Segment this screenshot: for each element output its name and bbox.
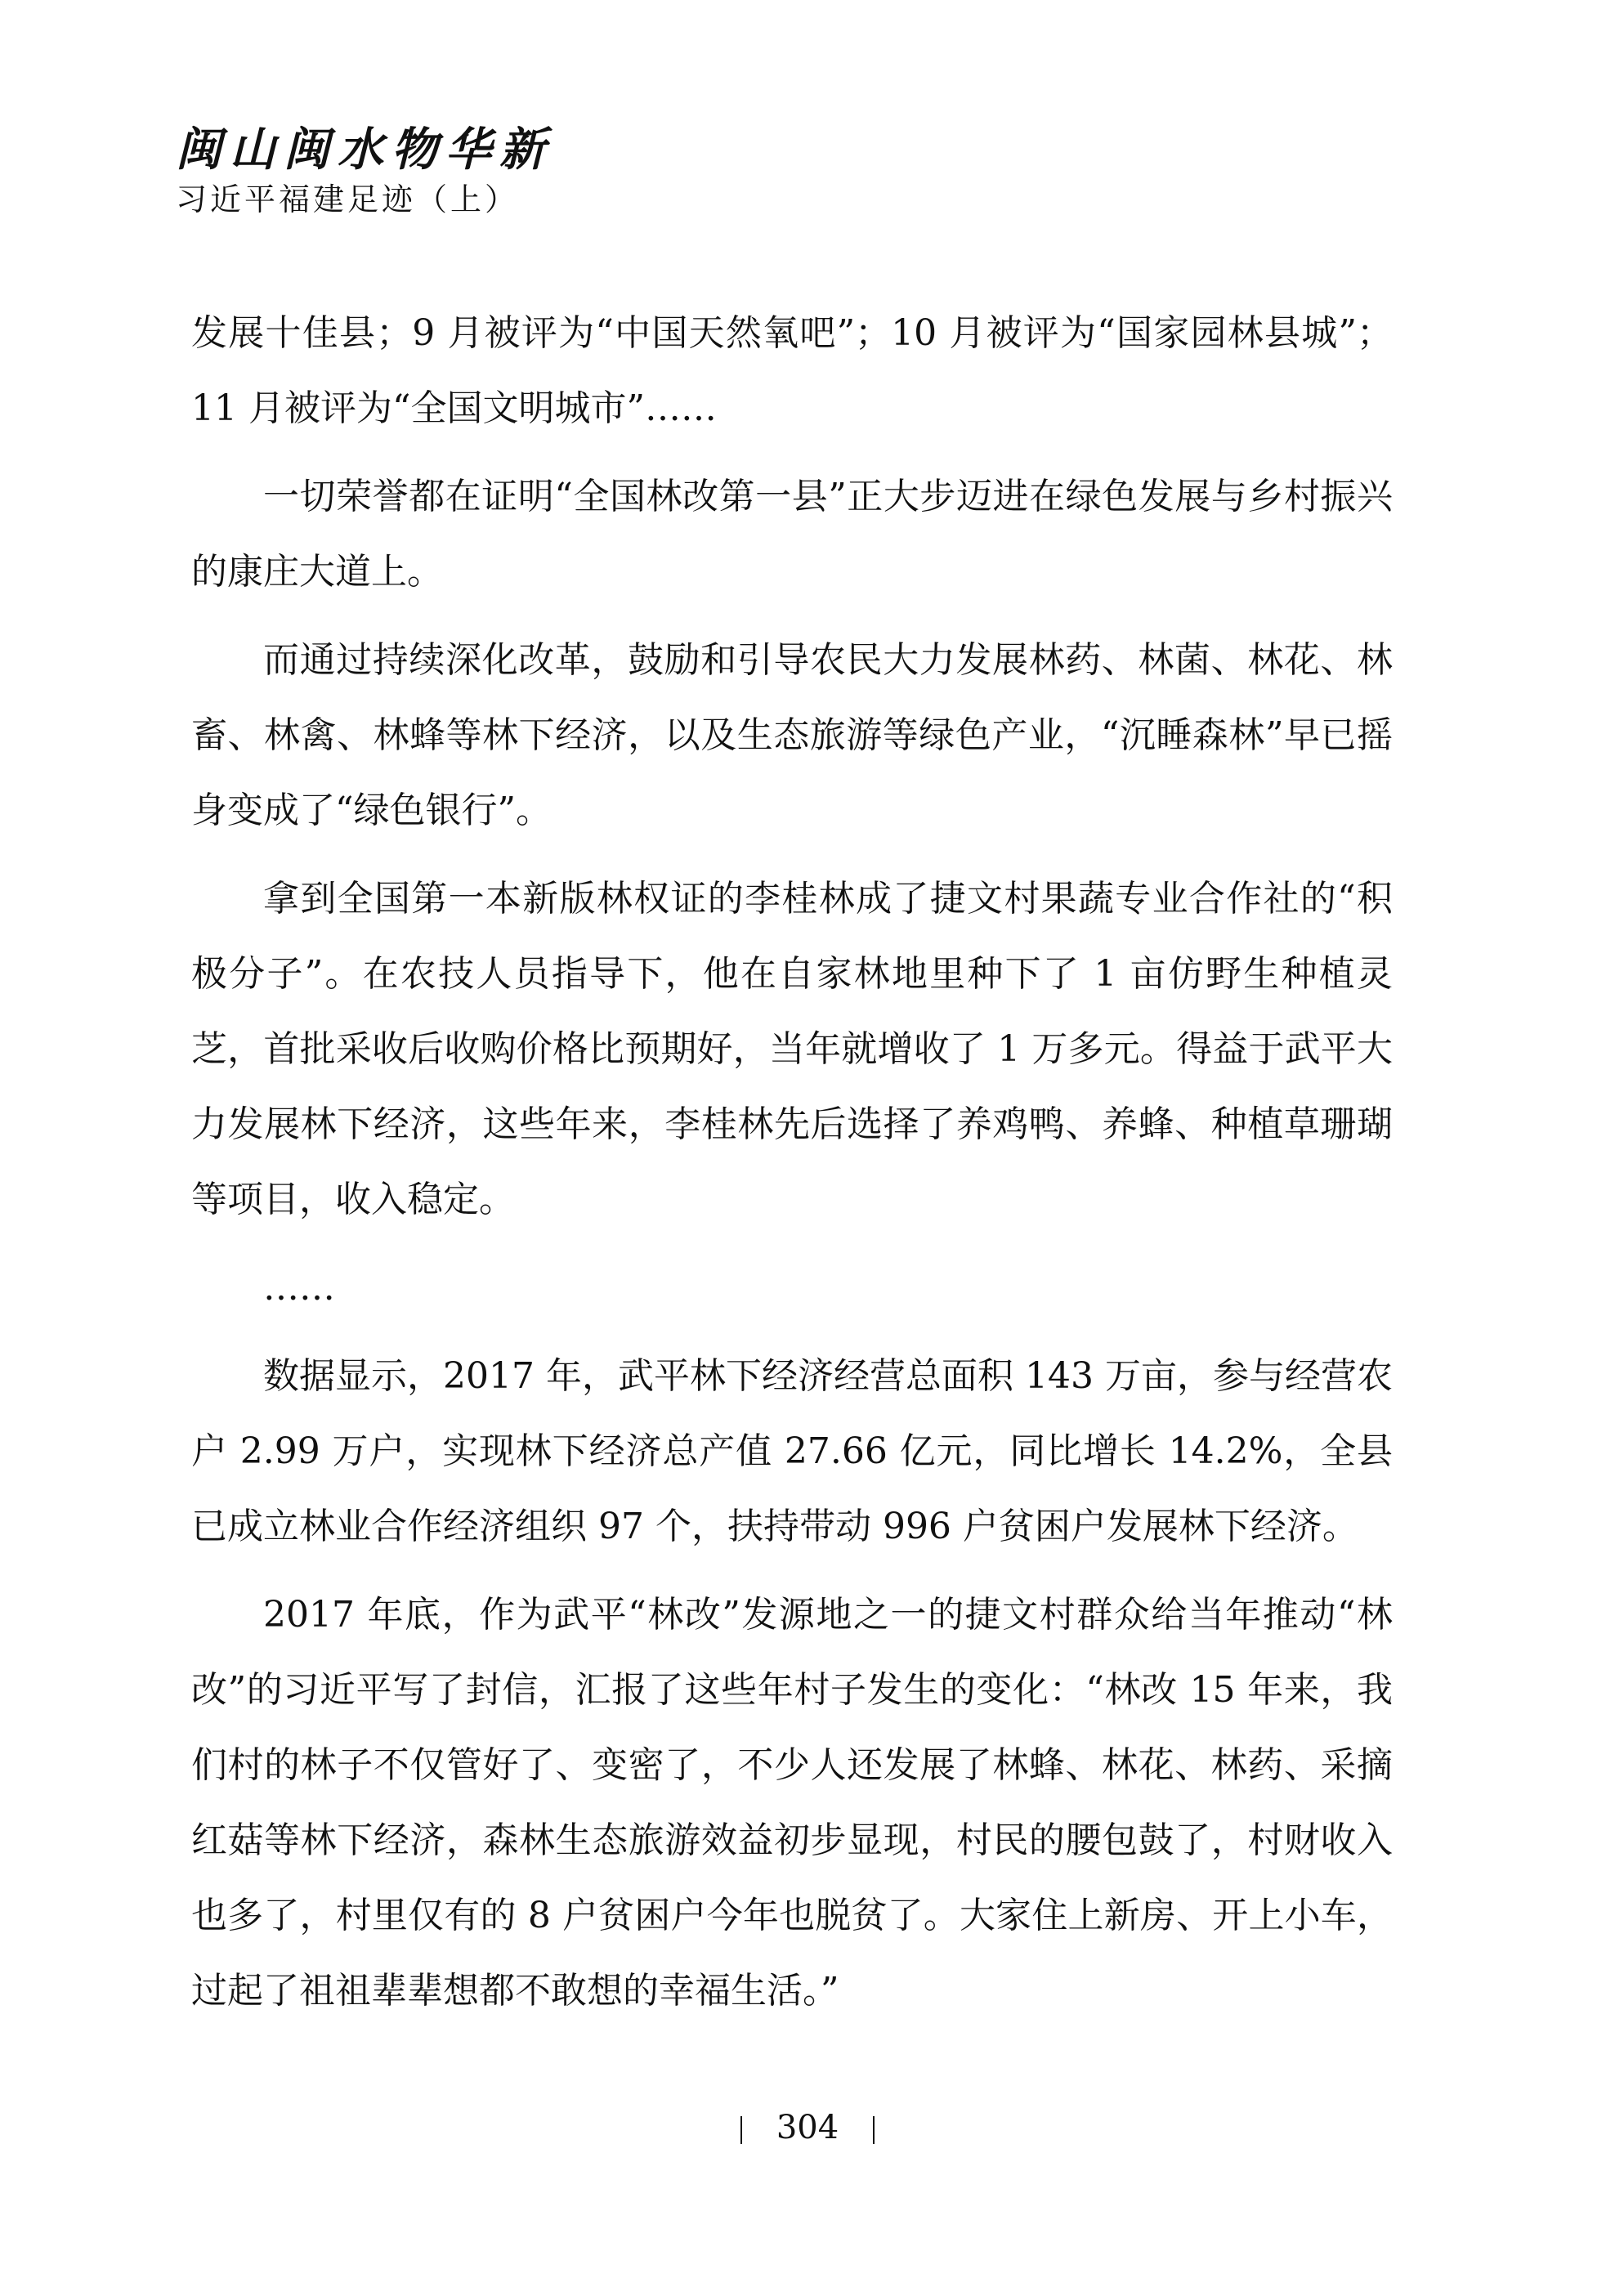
body-text	[191, 296, 1393, 2042]
paragraph: 2017 年底，作为武平“林改”发源地之一的捷文村群众给当年推动“林改”的习近平写了封信，汇报了这些年村子发生的变化：“林改 15 年来，我们村的林子不仅管好了、变密了，不少人还发展了林蜂、林花、林药、采摘红菇等林下经济，森林生态旅游效益初步显现，村民的腰包鼓了，村财收入也多了，村里仅有的 8 户贫困户今年也脱贫了。大家住上新房、开上小车，过起了祖祖辈辈想都不敢想的幸福生活。”	[191, 1594, 1393, 2012]
page-number: 304	[776, 2109, 839, 2146]
series-title: 闽山闽水物华新	[176, 123, 553, 177]
ellipsis-paragraph: ……	[263, 1267, 335, 1309]
page-number-right-rule	[873, 2116, 875, 2144]
page-footer	[0, 2107, 1615, 2148]
paragraph: 拿到全国第一本新版林权证的李桂林成了捷文村果蔬专业合作社的“积极分子”。在农技人员指导下，他在自家林地里种下了 1 亩仿野生种植灵芝，首批采收后收购价格比预期好，当年就增收了 1 万多元。得益于武平大力发展林下经济，这些年来，李桂林先后选择了养鸡鸭、养蜂、种植草珊瑚等项目，收入稳定。	[191, 878, 1393, 1220]
book-title: 习近平福建足迹（上）	[176, 181, 520, 217]
paragraph: 一切荣誉都在证明“全国林改第一县”正大步迈进在绿色发展与乡村振兴的康庄大道上。	[191, 476, 1393, 593]
page-number-left-rule	[740, 2116, 742, 2144]
paragraph: 而通过持续深化改革，鼓励和引导农民大力发展林药、林菌、林花、林畜、林禽、林蜂等林下经济，以及生态旅游等绿色产业，“沉睡森林”早已摇身变成了“绿色银行”。	[191, 639, 1393, 831]
paragraph: 数据显示，2017 年，武平林下经济经营总面积 143 万亩，参与经营农户 2.99 万户，实现林下经济总产值 27.66 亿元，同比增长 14.2%，全县已成立林业合作经济组织 97 个，扶持带动 996 户贫困户发展林下经济。	[191, 1355, 1393, 1547]
paragraph: 发展十佳县；9 月被评为“中国天然氧吧”；10 月被评为“国家园林县城”；11 月被评为“全国文明城市”……	[191, 312, 1393, 429]
running-header	[176, 121, 553, 221]
